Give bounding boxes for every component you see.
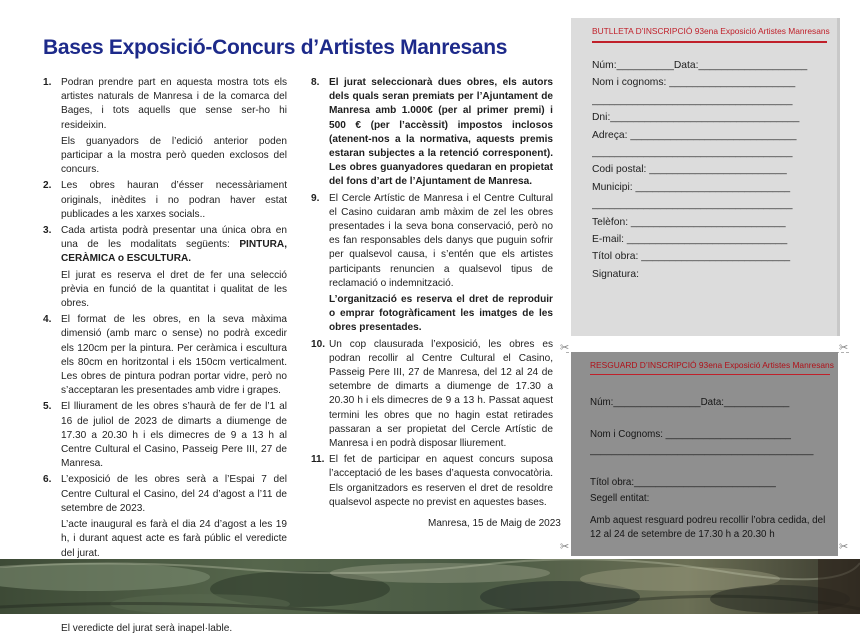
scissors-icon: ✂ [560, 541, 570, 553]
receipt-fields [590, 380, 828, 508]
rule-text: Podran prendre part en aquesta mostra tots els artistes naturals de Manresa i de la comarca del Bages, i tots aquells que sense ser-ho hi resideixin. [61, 77, 287, 131]
rule-text: L’organització es reserva el dret de reproduir o emprar fotogràficament les imatges de les obres presentades. [329, 294, 553, 334]
rule-5 [43, 400, 287, 471]
rule-4 [43, 313, 287, 398]
rule-text: Els guanyadors de l’edició anterior poden participar a la mostra però queden exclosos del concurs. [61, 135, 287, 176]
field-full-name[interactable]: Nom i cognoms: ______________________ [592, 77, 796, 89]
rule-number: 1. [43, 77, 52, 88]
field-municipality-line2[interactable]: ___________________________________ [592, 199, 793, 211]
rule-text: El veredicte del jurat serà inapel·lable. [61, 622, 233, 634]
receipt-field-entity-stamp[interactable]: Segell entitat: [590, 493, 650, 504]
field-address-line2[interactable]: ___________________________________ [592, 146, 793, 158]
rule-text: El Cercle Artístic de Manresa i el Centre Cultural el Casino cuidaran amb màxim de zel les obres presentades i la seva bona conservació, però no es fan responsables dels danys que puguin sofrir per qualsevol causa, i s’entén que els artistes participants renuncien a qualsevol tipus de reclamació o indemnització. [329, 192, 553, 289]
receipt-form-header: RESGUARD D’INSCRIPCIÓ 93ena Exposició Artistes Manresans [590, 360, 834, 370]
rule-text: L’exposició de les obres serà a l’Espai 7 del Centre Cultural el Casino, del 24 d’agost a l’11 de setembre de 2023. [61, 474, 287, 514]
receipt-spacer [590, 380, 828, 396]
rule-1 [43, 76, 287, 177]
page-title: Bases Exposició-Concurs d’Artistes Manresans [43, 36, 508, 59]
scissors-icon: ✂ [839, 342, 849, 354]
field-number-date[interactable]: Núm:__________Data:___________________ [592, 60, 808, 71]
field-postal-code[interactable]: Codi postal: ________________________ [592, 164, 787, 176]
field-municipality[interactable]: Municipi: ___________________________ [592, 181, 791, 193]
rule-text: El jurat es reserva el dret de fer una selecció prèvia en funció de la quantitat i qualitat de les obres. [61, 269, 287, 310]
header-divider [590, 374, 830, 375]
rule-text: El format de les obres, en la seva màxima dimensió (amb marc o sense) no podrà excedir els 120cm per la pintura. Per ceràmica i escultura els 80cm en horitzontal i els 150cm verticalment. Les obres de pintura podran portar vidre, però no s’acceptaran les presentades amb vidre i grapes. [61, 314, 287, 397]
rule-number: 6. [43, 474, 52, 486]
rule-text-bold: PINTURA, CERÀMICA o ESCULTURA. [61, 239, 287, 265]
receipt-field-artwork-title[interactable]: Títol obra:__________________________ [590, 477, 776, 488]
rules-column-middle [311, 76, 553, 512]
rule-text: Un cop clausurada l’exposició, les obres es podran recollir al Centre Cultural el Casino, Passeig Pere III, 27 de Manresa, del 12 al 24 de setembre de dimarts a diumenge de 17.30 a 20.30 h i els dimecres de 9 a 13 h. Passat aquest termini les obres que no hagin estat retirades passaran a ser propietat del Cercle Artístic de Manresa i en podrà disposar lliurement. [329, 338, 553, 450]
rule-number: 2. [43, 180, 52, 192]
rule-number: 11. [311, 454, 325, 466]
panel-edge [837, 18, 840, 336]
rule-number: 3. [43, 225, 52, 237]
rule-text: L’acte inaugural es farà el dia 24 d’agost a les 19 h, i durant aquest acte es farà públic el veredicte del jurat. [61, 519, 287, 559]
rule-11 [311, 453, 553, 510]
receipt-spacer [590, 412, 828, 428]
field-artwork-title[interactable]: Títol obra: __________________________ [592, 251, 791, 263]
receipt-form [571, 352, 838, 556]
field-signature[interactable]: Signatura: [592, 268, 639, 280]
registration-fields [592, 58, 827, 284]
artwork-image [0, 559, 860, 614]
rule-8 [311, 76, 553, 190]
rule-text: Les obres hauran d’ésser necessàriament originals, inèdites i no podran haver estat publicades a les xarxes socials.. [61, 180, 287, 220]
rule-6 [43, 473, 287, 560]
rule-text: El fet de participar en aquest concurs suposa l’acceptació de les bases d’aquesta convocatòria. Els organitzadors es reserven el dret de resoldre qualsevol aspecte no previst en aquestes bases. [329, 454, 553, 508]
receipt-note: Amb aquest resguard podreu recollir l’obra cedida, del 12 al 24 de setembre de 17.30 h a 20.30 h [590, 515, 826, 540]
field-address[interactable]: Adreça: _____________________________ [592, 129, 797, 141]
rule-text: El jurat seleccionarà dues obres, els autors dels quals seran premiats per l’Ajuntament de Manresa amb 1.000€ (per al primer premi) i 500 € (per l’accèssit) impostos inclosos (atenent-nos a la normativa, aquests premis estaran subjectes a la retenció corresponent). Les obres guanyadores quedaran en propietat del fons d’art de l’Ajuntament de Manresa. [329, 77, 553, 188]
rule-number: 8. [311, 77, 320, 88]
rule-number: 5. [43, 401, 52, 413]
document-date: Manresa, 15 de Maig de 2023 [428, 518, 561, 529]
registration-form-header: BUTLLETA D’INSCRIPCIÓ 93ena Exposició Artistes Manresans [592, 26, 830, 36]
field-dni[interactable]: Dni:_________________________________ [592, 112, 800, 124]
receipt-field-full-name[interactable]: Nom i Cognoms: _______________________ [590, 429, 791, 440]
rule-text: El lliurament de les obres s’haurà de fer de l’1 al 16 de juliol de 2023 de dimarts a diumenge de 17.30 a 20.30 h i els dimecres de 9 a 13 h al Centre Cultural el Casino, Passeig Pere III, 27 de Manresa. [61, 401, 287, 470]
scissors-icon: ✂ [560, 342, 570, 354]
rule-10 [311, 338, 553, 452]
scissors-icon: ✂ [839, 541, 849, 553]
rule-9 [311, 192, 553, 336]
receipt-field-full-name-line2[interactable]: _________________________________________ [590, 445, 814, 456]
header-divider [592, 41, 827, 43]
rule-text-lead: Cada artista podrà presentar una única obra en una de les modalitats següents: [61, 225, 287, 251]
rules-column-left [43, 76, 287, 638]
field-email[interactable]: E-mail: ____________________________ [592, 233, 788, 245]
rule-number: 9. [311, 192, 320, 204]
rule-3 [43, 224, 287, 311]
registration-form [571, 18, 838, 336]
rule-number: 4. [43, 314, 52, 326]
artwork-banner [0, 559, 860, 614]
field-full-name-line2[interactable]: ___________________________________ [592, 94, 793, 106]
receipt-spacer [590, 460, 828, 476]
rule-2 [43, 179, 287, 222]
rule-number: 10. [311, 338, 326, 350]
field-phone[interactable]: Telèfon: ___________________________ [592, 216, 786, 228]
rule-text [61, 224, 287, 267]
receipt-field-number-date[interactable]: Núm:________________Data:____________ [590, 397, 790, 408]
